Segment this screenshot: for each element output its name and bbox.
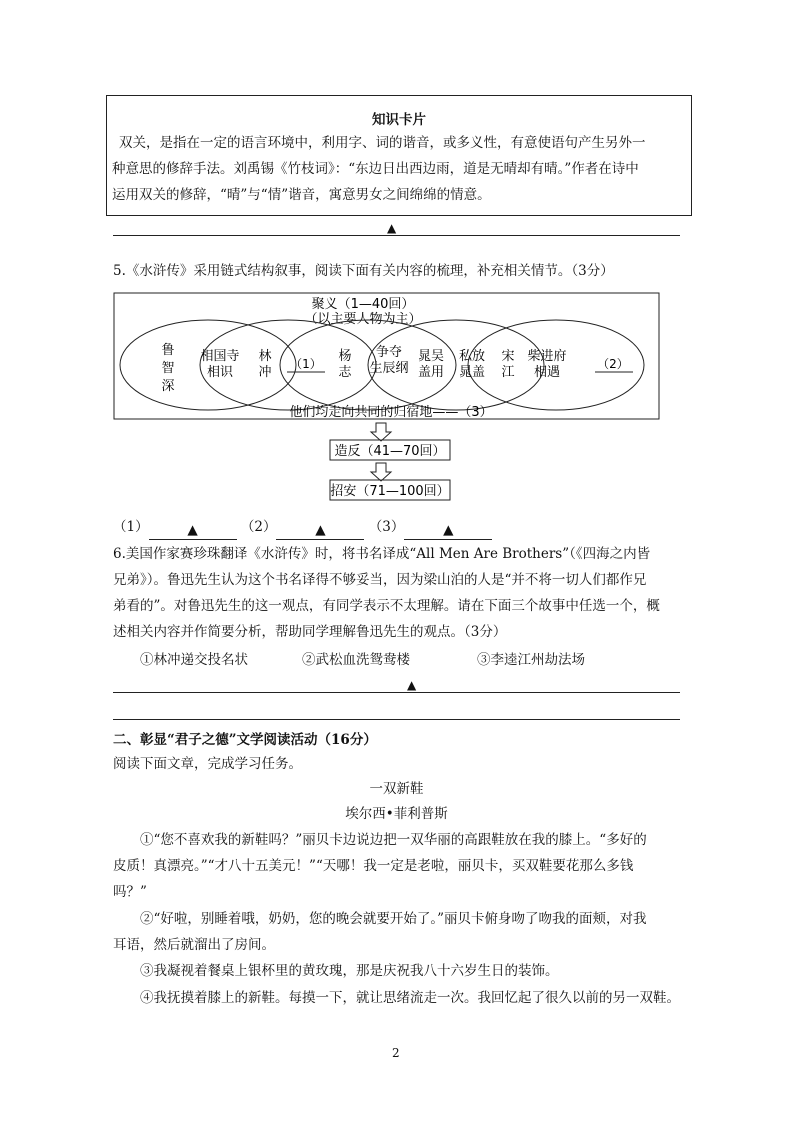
- question-6-line-1: 6.美国作家赛珍珠翻译《水浒传》时，将书名译成“All Men Are Brothers”（《四海之内皆: [113, 546, 651, 562]
- question-5: 5.《水浒传》采用链式结构叙事，阅读下面有关内容的梳理，补充相关情节。（3分）: [113, 263, 614, 279]
- page-number: 2: [392, 1046, 400, 1060]
- answer-marker-q6: ▲: [407, 678, 417, 692]
- answer-line[interactable]: [113, 235, 680, 236]
- question-6-line-2: 兄弟》）。鲁迅先生认为这个书名译得不够妥当，因为梁山泊的人是“并不将一切人们都作兄: [113, 572, 647, 588]
- section-2-instruction: 阅读下面文章，完成学习任务。: [113, 756, 302, 772]
- chaogai-label: 晁盖: [458, 365, 486, 380]
- xiangguosi-label: 相国寺: [200, 349, 240, 364]
- paragraph-3: ③我凝视着餐桌上银杯里的黄玫瑰，那是庆祝我八十六岁生日的装饰。: [140, 963, 559, 979]
- paragraph-4: ④我抚摸着膝上的新鞋。每摸一下，就让思绪流走一次。我回忆起了很久以前的另一双鞋。: [140, 990, 680, 1006]
- yang-char: 杨: [338, 349, 352, 364]
- blank-2-number: （2）: [240, 519, 277, 535]
- card-line-3: 运用双关的修辞，“晴”与“情”谐音，寓意男女之间绵绵的情意。: [112, 187, 491, 203]
- zhi-char: 志: [338, 365, 352, 380]
- blank-3-field[interactable]: ▲: [404, 521, 492, 540]
- jiang-char: 江: [501, 365, 515, 380]
- story-title: 一双新鞋: [369, 781, 424, 797]
- xiangyu-label: 相遇: [533, 365, 561, 380]
- chaijin-label: 柴进府: [527, 349, 567, 364]
- paragraph-1-line-3: 吗？”: [113, 884, 147, 900]
- blank-1-number: （1）: [113, 519, 149, 535]
- lu-char-3: 深: [161, 379, 175, 394]
- lu-char-1: 鲁: [161, 343, 175, 358]
- option-3: ③李逵江州劫法场: [477, 652, 585, 668]
- zhengduo-label: 争夺: [375, 345, 403, 360]
- knowledge-card: [106, 95, 692, 216]
- card-line-2: 种意思的修辞手法。刘禹锡《竹枝词》：“东边日出西边雨，道是无晴却有晴。”作者在诗中: [112, 161, 639, 177]
- paragraph-2-line-1: ②“好啦，别睡着哦，奶奶，您的晚会就要开始了。”丽贝卡俯身吻了吻我的面颊，对我: [140, 911, 647, 927]
- blank-2-field[interactable]: ▲: [276, 521, 364, 540]
- destination-label: 他们均走向共同的归宿地——（3）: [289, 405, 493, 420]
- chong-char: 冲: [258, 365, 272, 380]
- blank-1-label: （1）: [290, 357, 322, 371]
- paragraph-1-line-1: ①“您不喜欢我的新鞋吗？”丽贝卡边说边把一双华丽的高跟鞋放在我的膝上。“多好的: [140, 832, 647, 848]
- song-char: 宋: [501, 349, 515, 364]
- question-6-line-4: 述相关内容并作简要分析，帮助同学理解鲁迅先生的观点。（3分）: [113, 624, 507, 640]
- option-1: ①林冲递交投名状: [140, 652, 248, 668]
- gai-yong-label: 盖用: [417, 365, 445, 380]
- answer-line-q6-1[interactable]: [113, 692, 680, 693]
- lin-char: 林: [258, 349, 272, 364]
- answer-line-q6-2[interactable]: [113, 719, 680, 720]
- diagram-title-1: 聚义（1—40回）: [311, 297, 415, 312]
- shuihu-structure-diagram: [113, 292, 661, 504]
- q5-blanks: [113, 514, 492, 540]
- answer-marker: ▲: [387, 221, 397, 235]
- option-2: ②武松血洗鸳鸯楼: [302, 652, 410, 668]
- section-2-heading: 二、彰显“君子之德”文学阅读活动（16分）: [113, 732, 377, 748]
- xiangshi-label: 相识: [206, 365, 234, 380]
- blank-3-number: （3）: [368, 519, 405, 535]
- lu-char-2: 智: [161, 361, 175, 376]
- card-title: 知识卡片: [372, 112, 426, 128]
- chao-wu-label: 晁吴: [417, 349, 445, 364]
- card-line-1: 双关，是指在一定的语言环境中，利用字、词的谐音，或多义性，有意使语句产生另外一: [119, 135, 646, 151]
- sifang-label: 私放: [458, 349, 486, 364]
- paragraph-2-line-2: 耳语，然后就溜出了房间。: [113, 937, 275, 953]
- rebellion-box: 造反（41—70回）: [334, 444, 446, 459]
- blank-1-field[interactable]: ▲: [149, 521, 237, 540]
- shengchengang-label: 生辰纲: [369, 361, 409, 376]
- paragraph-1-line-2: 皮质！真漂亮。”“才八十五美元！”“天哪！我一定是老啦，丽贝卡，买双鞋要花那么多钱: [113, 858, 634, 874]
- story-author: 埃尔西•菲利普斯: [345, 806, 448, 822]
- amnesty-box: 招安（71—100回）: [330, 484, 450, 499]
- blank-2-label: （2）: [597, 357, 629, 371]
- question-6-line-3: 弟看的”。对鲁迅先生的这一观点，有同学表示不太理解。请在下面三个故事中任选一个，概: [113, 598, 660, 614]
- diagram-title-2: （以主要人物为主）: [304, 312, 422, 327]
